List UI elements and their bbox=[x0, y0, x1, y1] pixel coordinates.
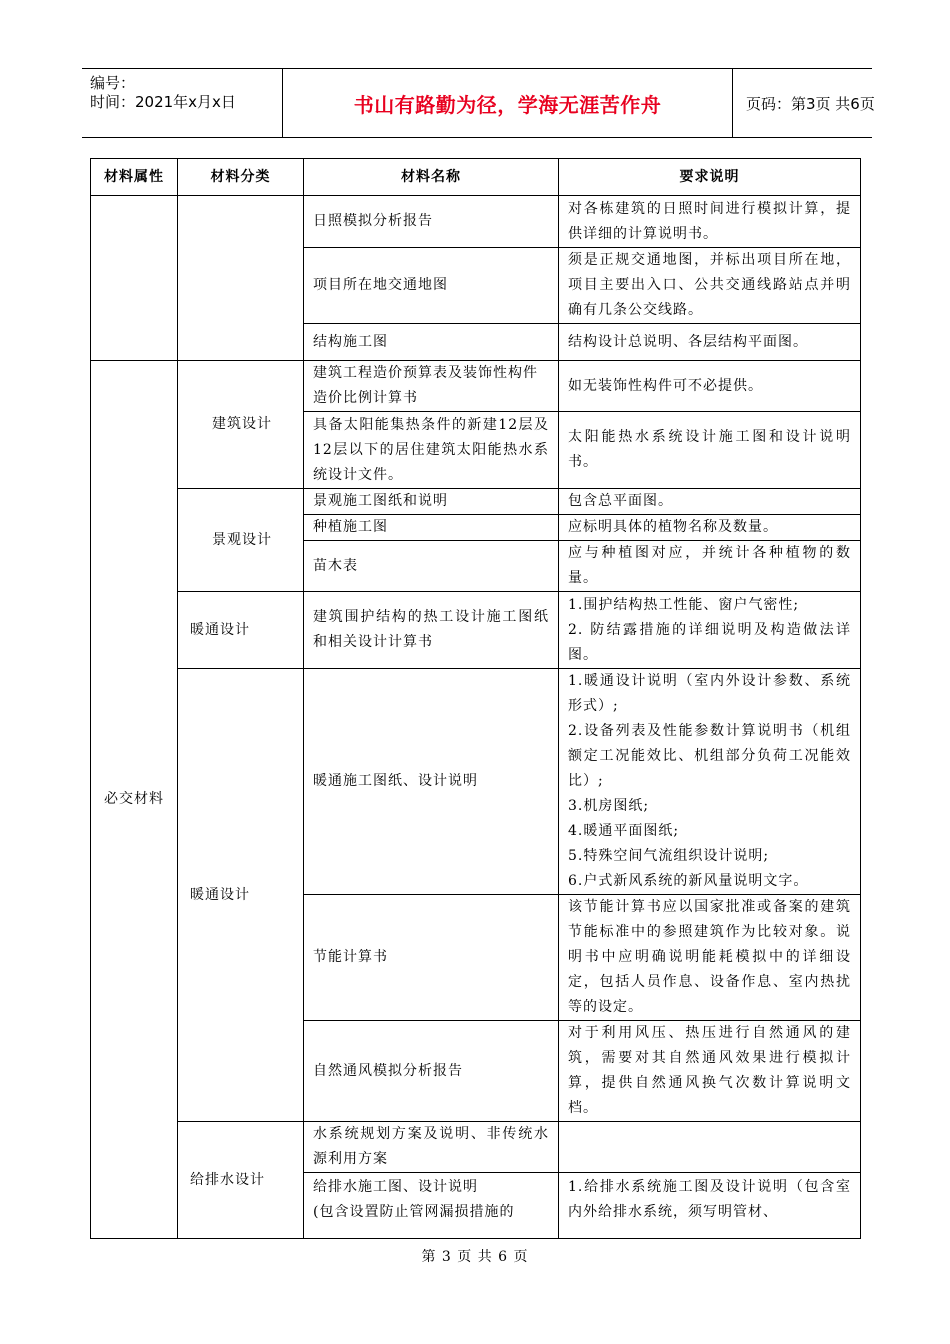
material-name: 种植施工图 bbox=[304, 515, 559, 541]
header-page-info: 页码：第3页 共6页 bbox=[746, 94, 875, 113]
material-name: 节能计算书 bbox=[304, 895, 559, 1021]
requirement: 对于利用风压、热压进行自然通风的建筑，需要对其自然通风效果进行模拟计算，提供自然通风换气次数计算说明文档。 bbox=[559, 1021, 861, 1122]
requirement-line: 6.户式新风系统的新风量说明文字。 bbox=[568, 873, 809, 889]
category-cell-empty bbox=[178, 196, 304, 361]
header-meta bbox=[82, 69, 282, 137]
requirement: 包含总平面图。 bbox=[559, 489, 861, 515]
requirement: 须是正规交通地图，并标出项目所在地，项目主要出入口、公共交通线路站点并明确有几条公交线路。 bbox=[559, 248, 861, 324]
col-header-requirement: 要求说明 bbox=[559, 159, 861, 196]
table-row bbox=[91, 489, 861, 515]
table-row bbox=[91, 1122, 861, 1173]
requirement bbox=[559, 669, 861, 895]
category-hvac: 暖通设计 bbox=[178, 592, 304, 669]
material-name: 结构施工图 bbox=[304, 324, 559, 361]
attr-required: 必交材料 bbox=[91, 361, 178, 1239]
requirement: 应与种植图对应，并统计各种植物的数量。 bbox=[559, 541, 861, 592]
material-name: 自然通风模拟分析报告 bbox=[304, 1021, 559, 1122]
material-name: 景观施工图纸和说明 bbox=[304, 489, 559, 515]
header-divider bbox=[282, 69, 283, 137]
header-divider bbox=[732, 69, 733, 137]
header-motto: 书山有路勤为径，学海无涯苦作舟 bbox=[353, 92, 662, 117]
material-name: 建筑围护结构的热工设计施工图纸和相关设计计算书 bbox=[304, 592, 559, 669]
table-row bbox=[91, 669, 861, 895]
table-header-row bbox=[91, 159, 861, 196]
category-water: 给排水设计 bbox=[178, 1122, 304, 1239]
requirement-line: 2. 防结露措施的详细说明及构造做法详图。 bbox=[568, 621, 851, 663]
table-row bbox=[91, 592, 861, 669]
requirement-line: 1.围护结构热工性能、窗户气密性; bbox=[568, 596, 800, 613]
requirement-line: 2.设备列表及性能参数计算说明书（机组额定工况能效比、机组部分负荷工况能效比）; bbox=[568, 723, 851, 789]
col-header-category: 材料分类 bbox=[178, 159, 304, 196]
requirement: 该节能计算书应以国家批准或备案的建筑节能标准中的参照建筑作为比较对象。说明书中应明确说明能耗模拟中的详细设定，包括人员作息、设备作息、室内热扰等的设定。 bbox=[559, 895, 861, 1021]
requirement: 应标明具体的植物名称及数量。 bbox=[559, 515, 861, 541]
page-header bbox=[82, 68, 875, 138]
material-name bbox=[304, 1173, 559, 1239]
requirement: 如无装饰性构件可不必提供。 bbox=[559, 361, 861, 412]
table-row bbox=[91, 361, 861, 412]
material-name: 项目所在地交通地图 bbox=[304, 248, 559, 324]
materials-table bbox=[90, 158, 861, 1239]
material-name: 苗木表 bbox=[304, 541, 559, 592]
attr-cell-empty bbox=[91, 196, 178, 361]
category-hvac: 暖通设计 bbox=[178, 669, 304, 1122]
requirement-line: 1.暖通设计说明（室内外设计参数、系统形式）; bbox=[568, 673, 851, 714]
requirement bbox=[559, 592, 861, 669]
col-header-attribute: 材料属性 bbox=[91, 159, 178, 196]
col-header-name: 材料名称 bbox=[304, 159, 559, 196]
page-footer: 第 3 页 共 6 页 bbox=[421, 1249, 529, 1265]
material-name-line: 给排水施工图、设计说明 bbox=[313, 1179, 478, 1195]
requirement bbox=[559, 1122, 861, 1173]
requirement: 对各栋建筑的日照时间进行模拟计算，提供详细的计算说明书。 bbox=[559, 196, 861, 248]
table-row bbox=[91, 196, 861, 248]
requirement: 太阳能热水系统设计施工图和设计说明书。 bbox=[559, 412, 861, 489]
material-name: 具备太阳能集热条件的新建12层及12层以下的居住建筑太阳能热水系统设计文件。 bbox=[304, 412, 559, 489]
material-name: 日照模拟分析报告 bbox=[304, 196, 559, 248]
requirement-line: 3.机房图纸; bbox=[568, 798, 650, 814]
requirement-line: 4.暖通平面图纸; bbox=[568, 823, 680, 839]
material-name: 建筑工程造价预算表及装饰性构件造价比例计算书 bbox=[304, 361, 559, 412]
material-name: 水系统规划方案及说明、非传统水源利用方案 bbox=[304, 1122, 559, 1173]
requirement-line: 5.特殊空间气流组织设计说明; bbox=[568, 848, 770, 864]
requirement: 1.给排水系统施工图及设计说明（包含室内外给排水系统，须写明管材、 bbox=[559, 1173, 861, 1239]
material-name: 暖通施工图纸、设计说明 bbox=[304, 669, 559, 895]
material-name-line: (包含设置防止管网漏损措施的 bbox=[313, 1204, 515, 1220]
requirement: 结构设计总说明、各层结构平面图。 bbox=[559, 324, 861, 361]
serial-label: 编号： bbox=[90, 74, 136, 92]
time-label: 时间：2021年x月x日 bbox=[90, 93, 236, 111]
category-landscape: 景观设计 bbox=[178, 489, 304, 592]
category-building: 建筑设计 bbox=[178, 361, 304, 489]
